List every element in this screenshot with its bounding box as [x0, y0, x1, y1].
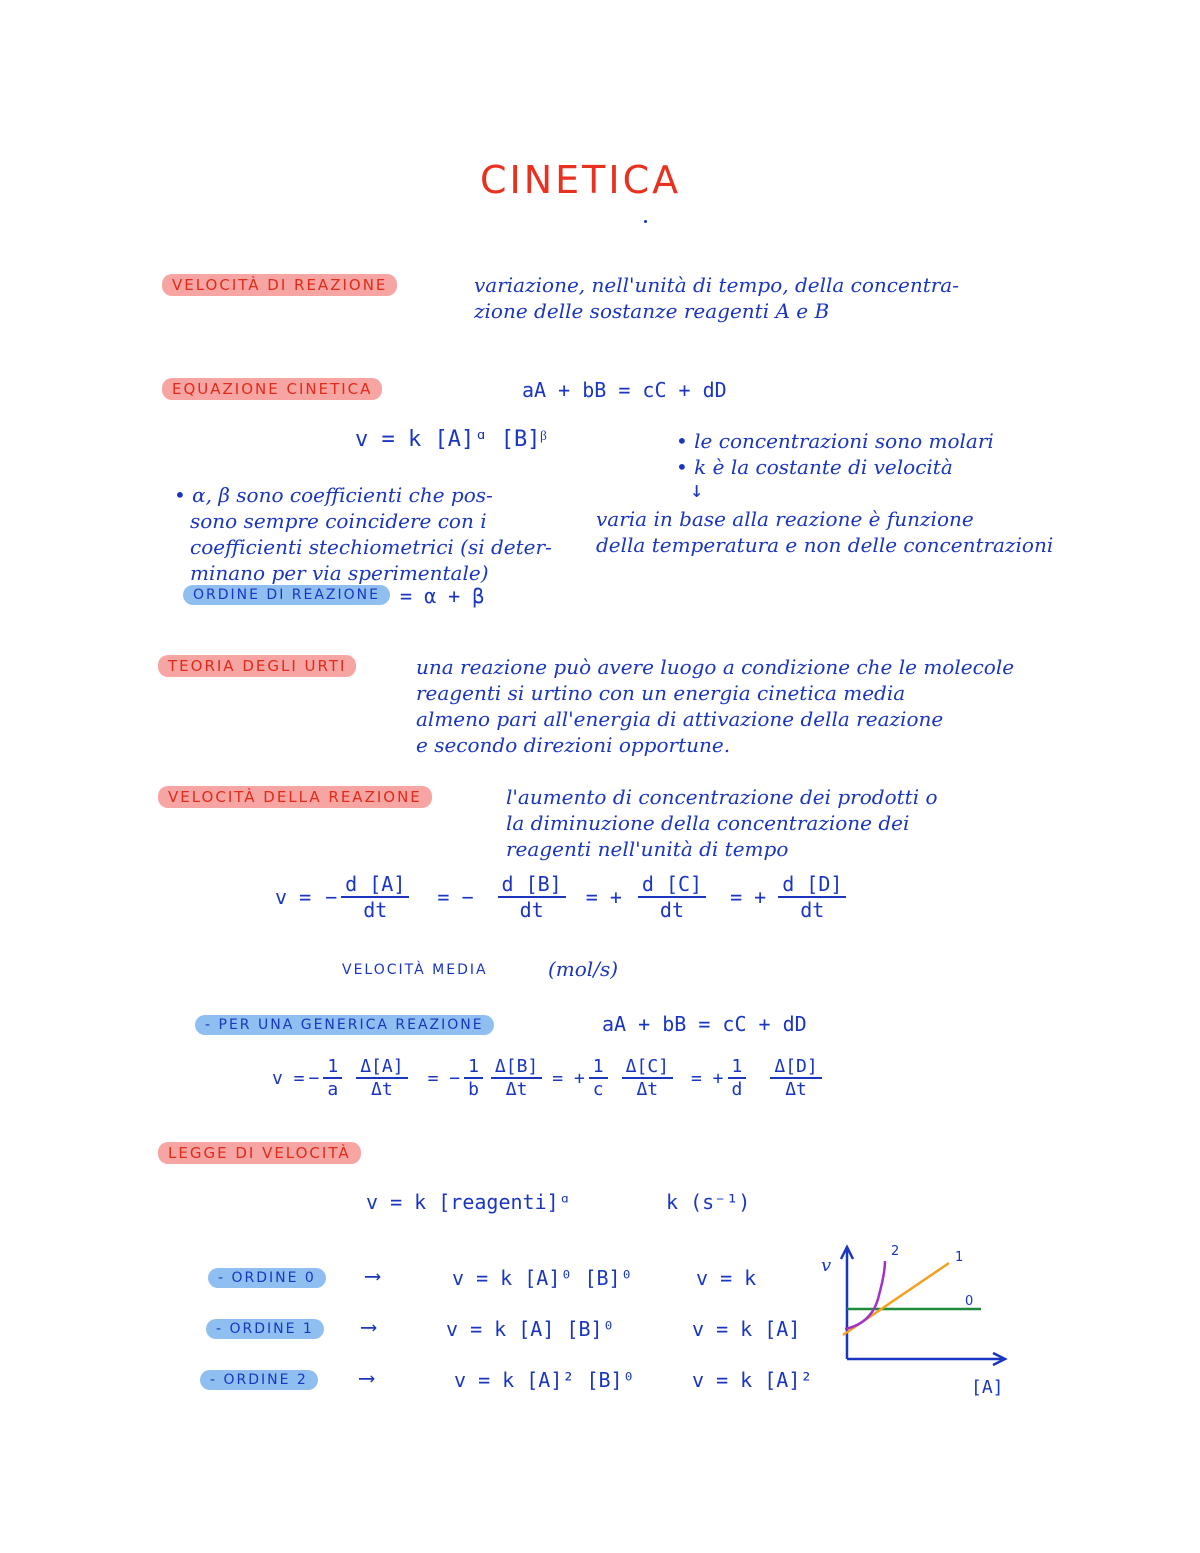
order-2-simple: v = k [A]²: [692, 1368, 813, 1392]
denominator: Δt: [636, 1079, 659, 1100]
delta-fraction: [356, 1056, 407, 1100]
section-label-equazione-cinetica: EQUAZIONE CINETICA: [162, 378, 382, 400]
denominator: dt: [659, 898, 685, 922]
section-label-velocita-reazione: VELOCITÀ DI REAZIONE: [162, 274, 397, 296]
rate-law: v = k [A]ᵅ [B]ᵝ: [355, 427, 547, 452]
numerator: d [B]: [498, 872, 566, 898]
generic-reaction-equation: aA + bB = cC + dD: [602, 1012, 807, 1036]
eq-sign: = +: [552, 1067, 585, 1089]
average-rate-equation: [272, 1056, 826, 1100]
denominator: c: [592, 1079, 604, 1100]
eq-sign: = +: [585, 885, 622, 909]
dot-mark: [644, 220, 647, 223]
reaction-equation: aA + bB = cC + dD: [522, 378, 727, 402]
eq-sign: = −: [437, 885, 474, 909]
theory-line: almeno pari all'energia di attivazione della reazione: [416, 707, 944, 731]
arrow-icon: ⟶: [360, 1366, 374, 1391]
derivative-rate-equation: [275, 872, 850, 922]
curve-label-2: 2: [891, 1244, 900, 1259]
y-axis-label: v: [821, 1255, 832, 1276]
theory-line: e secondo direzioni opportune.: [416, 733, 731, 757]
velocita-media-label: VELOCITÀ MEDIA: [342, 962, 488, 978]
coef-line: minano per via sperimentale): [190, 561, 489, 585]
coef-line: sono sempre coincidere con i: [190, 509, 487, 533]
order-label: ORDINE DI REAZIONE: [183, 585, 390, 605]
order-1-equation: v = k [A] [B]⁰: [446, 1317, 615, 1341]
denominator: Δt: [785, 1079, 807, 1100]
page-title: CINETICA: [480, 158, 682, 202]
numerator: Δ[B]: [491, 1056, 542, 1079]
order-0-equation: v = k [A]⁰ [B]⁰: [452, 1266, 633, 1290]
coefficient-fraction: [728, 1056, 747, 1100]
denominator: a: [327, 1079, 339, 1100]
definition-line: zione delle sostanze reagenti A e B: [474, 299, 830, 323]
order-1-label: - ORDINE 1: [206, 1319, 324, 1339]
numerator: Δ[C]: [622, 1056, 673, 1079]
note-line: • k è la costante di velocità: [676, 455, 953, 479]
denominator: b: [468, 1079, 479, 1100]
eq-v: v =: [275, 885, 312, 909]
numerator: 1: [589, 1056, 608, 1079]
denominator: dt: [519, 898, 544, 922]
numerator: d [C]: [638, 872, 706, 898]
coef-line: • α, β sono coefficienti che pos-: [174, 483, 493, 507]
order-2-equation: v = k [A]² [B]⁰: [454, 1368, 635, 1392]
order-value: = α + β: [400, 584, 485, 608]
note-line: della temperatura e non delle concentrazioni: [596, 533, 1054, 557]
order-graph: [815, 1235, 1015, 1405]
curve-label-1: 1: [955, 1250, 964, 1265]
denominator: Δt: [371, 1079, 393, 1100]
definition-line: reagenti nell'unità di tempo: [506, 837, 789, 861]
numerator: Δ[D]: [770, 1056, 821, 1079]
fraction: [341, 872, 409, 922]
x-axis-label: [A]: [971, 1377, 1004, 1398]
numerator: 1: [323, 1056, 342, 1079]
eq-sign: = +: [730, 885, 767, 909]
section-label-teoria-urti: TEORIA DEGLI URTI: [158, 655, 356, 677]
denominator: d: [731, 1079, 743, 1100]
rate-law-general: v = k [reagenti]ᵅ: [366, 1190, 571, 1214]
theory-line: reagenti si urtino con un energia cinetica media: [416, 681, 906, 705]
denominator: Δt: [505, 1079, 528, 1100]
theory-line: una reazione può avere luogo a condizione che le molecole: [416, 655, 1015, 679]
arrow-icon: ⟶: [362, 1315, 376, 1340]
eq-sign: = −: [427, 1067, 461, 1089]
note-line: varia in base alla reazione è funzione: [596, 507, 974, 531]
section-label-legge-velocita: LEGGE DI VELOCITÀ: [158, 1142, 361, 1164]
fraction: [498, 872, 566, 922]
order-0-simple: v = k: [696, 1266, 757, 1290]
definition-line: l'aumento di concentrazione dei prodotti o: [506, 785, 938, 809]
eq-sign: −: [325, 885, 338, 909]
coef-line: coefficienti stechiometrici (si deter-: [190, 535, 552, 559]
order-1-simple: v = k [A]: [692, 1317, 801, 1341]
note-line: • le concentrazioni sono molari: [676, 429, 994, 453]
generic-reaction-label: - PER UNA GENERICA REAZIONE: [195, 1015, 494, 1035]
delta-fraction: [491, 1056, 542, 1100]
numerator: d [A]: [341, 872, 409, 898]
eq-sign: −: [308, 1067, 320, 1089]
k-unit: k (s⁻¹): [666, 1190, 751, 1214]
order-2-label: - ORDINE 2: [200, 1370, 318, 1390]
delta-fraction: [622, 1056, 673, 1100]
numerator: Δ[A]: [356, 1056, 407, 1079]
delta-fraction: [770, 1056, 821, 1100]
numerator: 1: [728, 1056, 747, 1079]
numerator: d [D]: [778, 872, 846, 898]
eq-v: v =: [272, 1067, 305, 1089]
denominator: dt: [800, 898, 825, 922]
down-arrow-icon: ↓: [690, 478, 704, 503]
definition-line: la diminuzione della concentrazione dei: [506, 811, 910, 835]
fraction: [638, 872, 706, 922]
curve-label-0: 0: [965, 1294, 974, 1309]
coefficient-fraction: [589, 1056, 608, 1100]
order-0-label: - ORDINE 0: [208, 1268, 326, 1288]
section-label-velocita-della-reazione: VELOCITÀ DELLA REAZIONE: [158, 786, 432, 808]
order-2-curve: [845, 1261, 885, 1329]
denominator: dt: [363, 898, 388, 922]
eq-sign: = +: [691, 1067, 724, 1089]
definition-line: variazione, nell'unità di tempo, della concentra-: [474, 273, 959, 297]
arrow-icon: ⟶: [366, 1264, 380, 1289]
velocita-media-unit: (mol/s): [548, 957, 619, 981]
numerator: 1: [464, 1056, 483, 1079]
coefficient-fraction: [464, 1056, 483, 1100]
coefficient-fraction: [323, 1056, 342, 1100]
fraction: [778, 872, 846, 922]
